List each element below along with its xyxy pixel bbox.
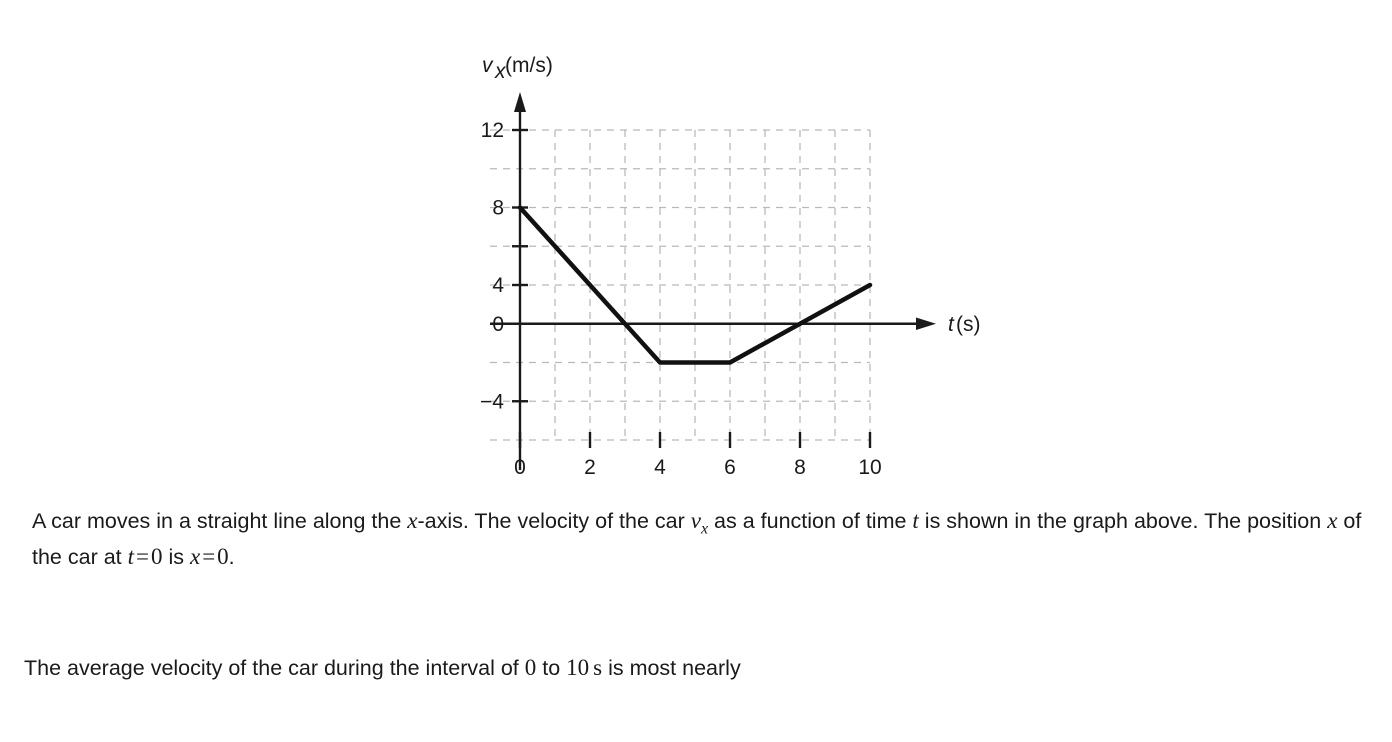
y-axis-label-subscript: x — [495, 60, 506, 83]
y-axis-label-unit: (m/s) — [505, 54, 553, 77]
math-x: x — [407, 508, 418, 533]
x-tick-label-2: 2 — [584, 456, 596, 479]
x-axis — [490, 318, 936, 331]
math-zero-2: 0 — [217, 544, 229, 570]
x-tick-label-8: 8 — [794, 456, 806, 479]
math-equals-1: = — [136, 544, 149, 570]
math-zero-1: 0 — [150, 544, 163, 570]
x-axis-label-symbol: t — [948, 313, 954, 336]
math-x-initial: x — [189, 544, 201, 570]
math-interval-start: 0 — [524, 655, 537, 680]
x-tick-label-6: 6 — [724, 456, 736, 479]
math-interval-end: 10 — [566, 655, 590, 680]
x-tick-label-4: 4 — [654, 456, 666, 479]
x-tick-label-0: 0 — [514, 456, 526, 479]
prose-segment: as a function of time — [708, 509, 913, 533]
prose-segment: A car moves in a straight line along the — [32, 509, 408, 533]
y-tick-label-12: 12 — [480, 119, 504, 142]
y-tick-label-4: 4 — [492, 274, 504, 297]
y-axis-label — [482, 54, 553, 83]
y-tick-label-0: 0 — [492, 312, 504, 336]
math-x-position: x — [1327, 508, 1338, 533]
x-axis-label — [948, 313, 980, 336]
x-axis-label-unit: (s) — [956, 313, 980, 336]
math-v-subscript: x — [700, 520, 709, 538]
grid-horizontal — [490, 130, 870, 440]
velocity-time-chart — [420, 30, 980, 490]
y-tick-label-8: 8 — [492, 196, 504, 220]
prose-segment: to — [536, 656, 567, 680]
math-equals-2: = — [202, 544, 216, 570]
prose-segment: is most nearly — [602, 656, 741, 680]
y-tick-label-neg4: −4 — [480, 390, 504, 414]
math-interval-unit: s — [593, 655, 603, 680]
prose-segment: is shown in the graph above. The position — [918, 509, 1328, 533]
math-t: t — [912, 508, 919, 533]
y-axis-label-symbol: v — [482, 54, 493, 77]
problem-statement-paragraph — [32, 505, 1368, 574]
x-tick-label-10: 10 — [858, 456, 882, 479]
math-t-initial: t — [127, 544, 134, 570]
prose-segment: . — [228, 545, 235, 570]
y-axis — [514, 92, 526, 470]
prose-segment: of the car at — [32, 509, 1362, 570]
prose-segment: -axis. The velocity of the car — [417, 509, 691, 533]
prose-segment: The average velocity of the car during the interval of — [24, 656, 525, 680]
question-prompt-paragraph — [24, 652, 1360, 685]
math-v: v — [690, 508, 701, 533]
prose-segment: is — [162, 545, 190, 570]
